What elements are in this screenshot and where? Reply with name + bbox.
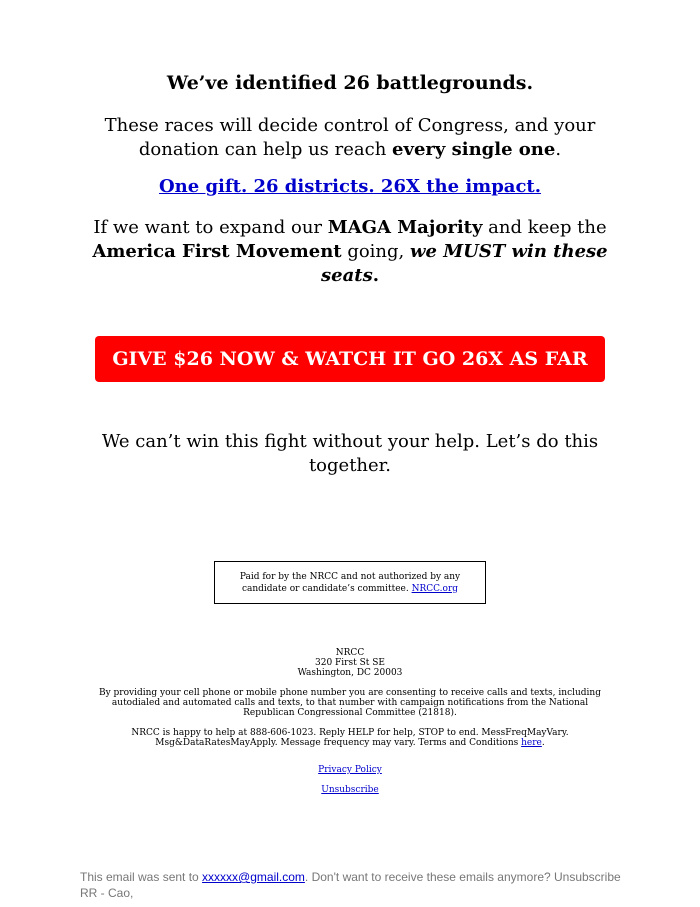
recipient-email-link[interactable]: xxxxxx@gmail.com [202,870,305,884]
paid-for-disclaimer [214,561,486,604]
impact-link[interactable]: One gift. 26 districts. 26X the impact. [158,176,542,197]
footer-suffix: . Don't want to receive these emails anymore? Unsubscribe [304,870,621,884]
mailing-address [0,648,700,678]
address-org: NRCC [335,648,365,658]
intro-paragraph [0,114,700,162]
privacy-policy-link[interactable]: Privacy Policy [318,765,382,775]
address-city: Washington, DC 20003 [297,668,403,678]
donate-button[interactable]: GIVE $26 NOW & WATCH IT GO 26X AS FAR [95,336,605,382]
help-end: . [541,738,545,748]
intro-text: These races will decide control of Congress, and your donation can help us reach [104,115,596,160]
headline: We’ve identified 26 battlegrounds. [166,72,534,94]
help-notice [0,728,700,748]
nrcc-link[interactable]: NRCC.org [411,583,459,594]
impact-link-wrap [0,176,700,197]
footer-prefix: This email was sent to [80,870,203,884]
unsubscribe-wrap [0,785,700,795]
body-text-4: . [372,265,379,286]
footer-line-1 [80,869,621,885]
address-street: 320 First St SE [315,658,385,668]
body-paragraph [0,216,700,288]
body-bold-maga: MAGA Majority [327,217,483,238]
privacy-wrap [0,765,700,775]
closing-paragraph: We can’t win this fight without your help. Let’s do this together. [101,431,599,476]
consent-notice: By providing your cell phone or mobile phone number you are consenting to receive calls and texts, including autodialed and automated calls and texts, to that number with campaign notifications from the National Republican Congressional Committee (21818). [98,688,601,718]
disclaimer-text: Paid for by the NRCC and not authorized by any candidate or candidate’s committee. [239,571,461,594]
unsubscribe-link[interactable]: Unsubscribe [321,785,379,795]
body-text-2: and keep the [482,217,607,238]
intro-bold: every single one [392,139,556,160]
body-text-3: going, [341,241,410,262]
intro-end: . [555,139,562,160]
body-bold-italic: we MUST win these seats [321,241,608,286]
body-bold-movement: America First Movement [92,241,342,262]
email-footer [80,869,621,901]
body-text-1: If we want to expand our [93,217,328,238]
terms-link[interactable]: here [521,738,542,748]
footer-line-2: RR - Cao, [80,886,134,900]
help-text: NRCC is happy to help at 888-606-1023. Reply HELP for help, STOP to end. MessFreqMayVary. Msg&DataRatesMayApply. Message frequency may vary. Terms and Conditions [131,728,569,748]
